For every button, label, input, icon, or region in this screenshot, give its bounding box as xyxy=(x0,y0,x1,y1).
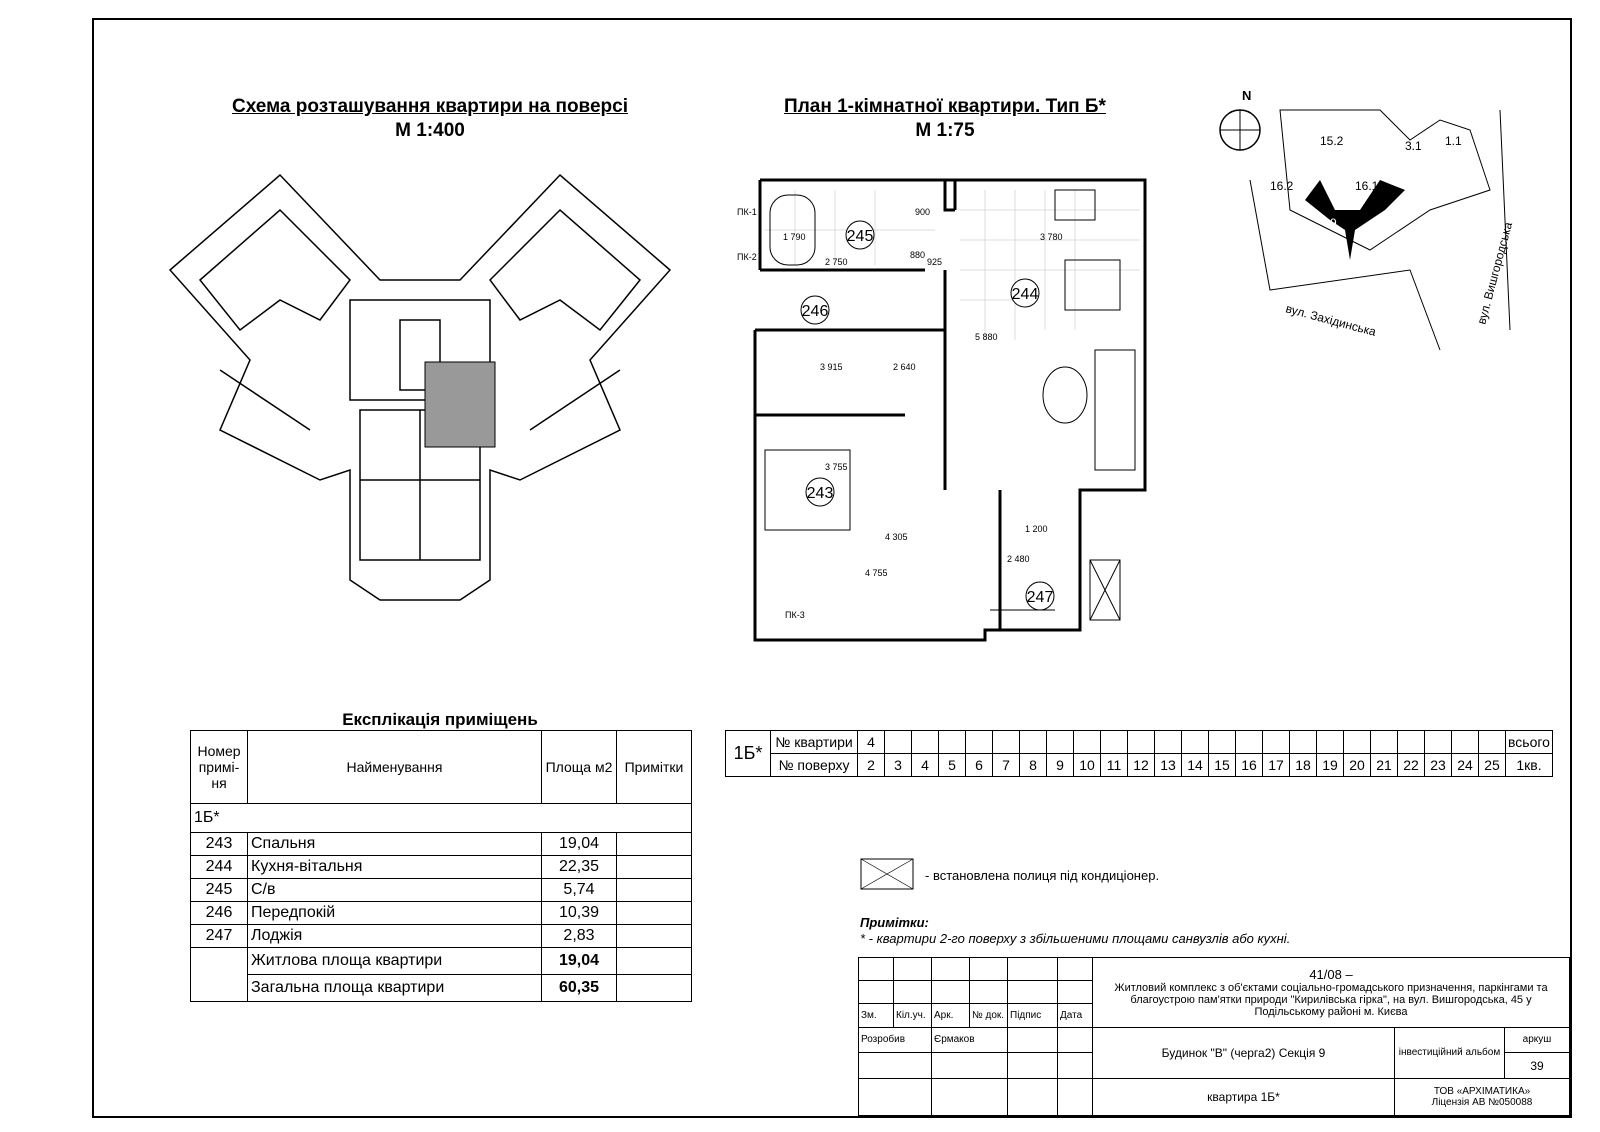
floor-number-cell: 18 xyxy=(1290,754,1317,777)
apt-number-cell xyxy=(1074,731,1101,754)
floor-number-cell: 17 xyxy=(1263,754,1290,777)
svg-text:15.2: 15.2 xyxy=(1320,134,1344,148)
north-label: N xyxy=(1242,88,1252,103)
table-row: 247 Лоджія 2,83 xyxy=(191,925,692,948)
floor-number-cell: 19 xyxy=(1317,754,1344,777)
svg-text:16.2: 16.2 xyxy=(1270,179,1294,193)
apt-number-cell xyxy=(1101,731,1128,754)
apt-number-cell xyxy=(966,731,993,754)
apt-number-cell xyxy=(939,731,966,754)
floor-number-cell: 21 xyxy=(1371,754,1398,777)
dim-2480: 2 480 xyxy=(1007,554,1030,564)
apt-number-cell xyxy=(1209,731,1236,754)
apt-number-cell xyxy=(912,731,939,754)
table-row: 245 С/в 5,74 xyxy=(191,879,692,902)
floor-number-cell: 11 xyxy=(1101,754,1128,777)
svg-text:1.1: 1.1 xyxy=(1445,134,1462,148)
floor-number-cell: 9 xyxy=(1047,754,1074,777)
apt-number-cell xyxy=(1182,731,1209,754)
project-name: Житловий комплекс з об'єктами соціально-громадського призначення, паркінгами та благоустрою пам'ятки природи "Кирилівська гірка", на вул. Вишгородська, 45 у Подільському районі м. Києва xyxy=(1114,981,1548,1018)
highlighted-apartment xyxy=(425,362,495,447)
explication-title: Експлікація приміщень xyxy=(342,710,538,729)
apt-number-cell xyxy=(1371,731,1398,754)
dim-925: 925 xyxy=(927,257,943,267)
floor-number-cell: 4 xyxy=(912,754,939,777)
dim-3755: 3 755 xyxy=(825,462,848,472)
apt-number-cell xyxy=(1344,731,1371,754)
room-243-label: 243 xyxy=(806,485,834,502)
building-label: Будинок "В" (черга2) Секція 9 xyxy=(1093,1027,1395,1078)
svg-text:3.1: 3.1 xyxy=(1405,139,1422,153)
floor-scheme xyxy=(160,170,680,610)
apt-number-cell xyxy=(1290,731,1317,754)
notes-text: * - квартири 2-го поверху з збільшеними площами санвузлів або кухні. xyxy=(860,931,1291,946)
total-area-value: 60,35 xyxy=(542,975,617,1002)
dim-5880: 5 880 xyxy=(975,332,998,342)
apt-number-cell xyxy=(1020,731,1047,754)
table-row: 246 Передпокій 10,39 xyxy=(191,902,692,925)
site-plan xyxy=(1210,80,1540,340)
apt-number-cell xyxy=(1236,731,1263,754)
floor-number-cell: 8 xyxy=(1020,754,1047,777)
apt-number-cell xyxy=(1398,731,1425,754)
dim-3915: 3 915 xyxy=(820,362,843,372)
living-area-label: Житлова площа квартири xyxy=(248,948,542,975)
floor-number-cell: 25 xyxy=(1479,754,1506,777)
floor-number-cell: 12 xyxy=(1128,754,1155,777)
apt-number-cell xyxy=(1047,731,1074,754)
explication-table: Номер примі-ня Найменування Площа м2 Примітки 1Б* 243 Спальня 19,04 244 Кухня-вітальня 22,35 245 С/в 5,74 246 Передпокій 10,39 247 Лоджія 2,83 Житлова площа квартири 19,04 Загальна площа квартири 60,35 xyxy=(190,730,692,1002)
dim-2640: 2 640 xyxy=(893,362,916,372)
license-number: Ліцензія АВ №050088 xyxy=(1431,1096,1533,1108)
street-east: вул. Вишгородська xyxy=(1474,220,1516,326)
dim-4755: 4 755 xyxy=(865,568,888,578)
floor-schedule-table: 1Б* № квартири 4 всього № поверху 2 3 4 5 6 7 8 9 10 11 12 13 14 15 16 17 18 19 20 21 22 23 24 25 1кв. xyxy=(725,730,1553,777)
apt-number-cell xyxy=(1317,731,1344,754)
floor-number-cell: 14 xyxy=(1182,754,1209,777)
apt-number-cell xyxy=(1128,731,1155,754)
ac-shelf-legend-icon xyxy=(860,858,915,890)
project-code: 41/08 – xyxy=(1309,966,1353,982)
floor-number-cell: 7 xyxy=(993,754,1020,777)
dim-4305: 4 305 xyxy=(885,532,908,542)
developer-name: Єрмаков xyxy=(932,1027,1008,1053)
dim-900: 900 xyxy=(915,207,931,217)
apartment-plan xyxy=(735,170,1165,650)
living-area-value: 19,04 xyxy=(542,948,617,975)
apt-type: 1Б* xyxy=(726,731,771,777)
apt-number-cell xyxy=(993,731,1020,754)
legend-text: - встановлена полиця під кондиціонер. xyxy=(925,868,1160,883)
apartment-label: квартира 1Б* xyxy=(1093,1078,1395,1115)
table-row: 244 Кухня-вітальня 22,35 xyxy=(191,856,692,879)
total-area-label: Загальна площа квартири xyxy=(248,975,542,1002)
dim-1200: 1 200 xyxy=(1025,524,1048,534)
sheet-number: 39 xyxy=(1505,1053,1570,1079)
svg-text:16.1: 16.1 xyxy=(1355,179,1379,193)
dim-880: 880 xyxy=(910,250,926,260)
room-245-label: 245 xyxy=(846,228,874,245)
table-row: 243 Спальня 19,04 xyxy=(191,833,692,856)
floor-number-cell: 23 xyxy=(1425,754,1452,777)
room-244-label: 244 xyxy=(1011,286,1039,303)
dim-2750: 2 750 xyxy=(825,257,848,267)
apt-number-cell xyxy=(1452,731,1479,754)
floor-number-cell: 2 xyxy=(858,754,885,777)
floor-number-cell: 5 xyxy=(939,754,966,777)
floor-number-cell: 6 xyxy=(966,754,993,777)
title-block: 41/08 – Житловий комплекс з об'єктами соціально-громадського призначення, паркінгами та благоустрою пам'ятки природи "Кирилівська гірка", на вул. Вишгородська, 45 у Подільському районі м. Києва Зм. Кіл.уч. Арк. № док. Підпис Дата Розробив Єрмаков Будинок "В" (черга2) Секція 9 інвестиційний альбом аркуш 39 квартира 1Б* ТОВ «АРХІМАТИКА» Ліцензія АВ №050088 xyxy=(858,957,1570,1116)
total-label: всього xyxy=(1506,731,1553,754)
plan-title: План 1-кімнатної квартири. Тип Б* М 1:75 xyxy=(784,96,1106,141)
apt-number-cell xyxy=(1479,731,1506,754)
apt-number-cell xyxy=(1155,731,1182,754)
dim-1790: 1 790 xyxy=(783,232,806,242)
notes-title: Примітки: xyxy=(860,915,929,930)
floor-number-cell: 24 xyxy=(1452,754,1479,777)
apt-number-cell xyxy=(1263,731,1290,754)
mark-pk1: ПК-1 xyxy=(737,207,757,217)
room-246-label: 246 xyxy=(801,303,829,320)
mark-pk3: ПК-3 xyxy=(785,610,805,620)
total-value: 1кв. xyxy=(1506,754,1553,777)
apt-number-cell xyxy=(885,731,912,754)
scheme-title: Схема розташування квартири на поверсі М 1:400 xyxy=(231,96,629,141)
dim-3780: 3 780 xyxy=(1040,232,1063,242)
floor-number-cell: 22 xyxy=(1398,754,1425,777)
mark-pk2: ПК-2 xyxy=(737,252,757,262)
svg-text:9: 9 xyxy=(1330,216,1337,230)
street-west: вул. Західинська xyxy=(1284,301,1378,339)
floor-number-cell: 20 xyxy=(1344,754,1371,777)
apt-number-cell xyxy=(1425,731,1452,754)
floor-number-cell: 10 xyxy=(1074,754,1101,777)
floor-number-cell: 15 xyxy=(1209,754,1236,777)
floor-number-cell: 13 xyxy=(1155,754,1182,777)
room-247-label: 247 xyxy=(1026,589,1054,606)
floor-number-cell: 16 xyxy=(1236,754,1263,777)
floor-number-cell: 3 xyxy=(885,754,912,777)
apt-number-cell: 4 xyxy=(858,731,885,754)
company-name: ТОВ «АРХІМАТИКА» xyxy=(1433,1085,1531,1097)
